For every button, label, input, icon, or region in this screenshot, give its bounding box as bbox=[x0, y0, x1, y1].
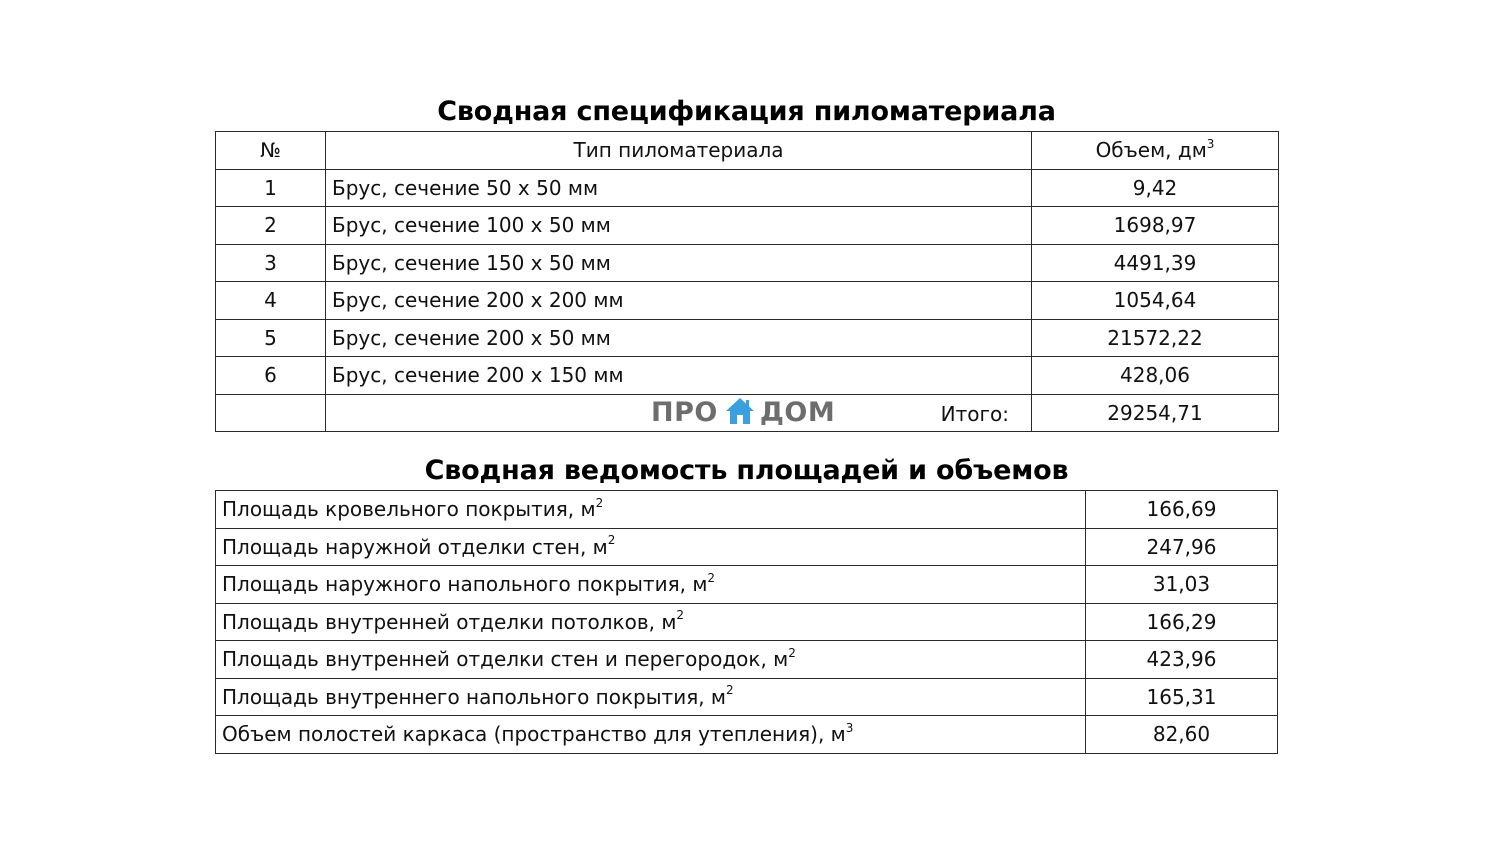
unit-exponent: 2 bbox=[707, 570, 716, 585]
table-header-row bbox=[216, 132, 1279, 170]
row-label: Площадь кровельного покрытия, м bbox=[222, 497, 596, 522]
row-label: Площадь внутренней отделки потолков, м bbox=[222, 609, 677, 634]
row-label: Объем полостей каркаса (пространство для утепления), м bbox=[222, 722, 846, 747]
row-lumber-type: Брус, сечение 100 x 50 мм bbox=[326, 207, 1032, 245]
row-label: Площадь внутренней отделки стен и перегородок, м bbox=[222, 647, 789, 672]
logo-text-right: ДОМ bbox=[759, 397, 836, 428]
row-lumber-type: Брус, сечение 200 x 50 мм bbox=[326, 319, 1032, 357]
unit-exponent: 2 bbox=[595, 495, 604, 510]
row-value: 166,69 bbox=[1086, 491, 1278, 529]
row-value: 31,03 bbox=[1086, 566, 1278, 604]
row-lumber-type: Брус, сечение 200 x 200 мм bbox=[326, 282, 1032, 320]
row-label-cell bbox=[216, 641, 1086, 679]
row-number: 2 bbox=[216, 207, 326, 245]
row-lumber-type: Брус, сечение 200 x 150 мм bbox=[326, 357, 1032, 395]
spec-title: Сводная спецификация пиломатериала bbox=[437, 96, 1056, 127]
row-volume: 21572,22 bbox=[1032, 319, 1279, 357]
areas-volumes-table bbox=[215, 490, 1278, 754]
row-number: 1 bbox=[216, 169, 326, 207]
unit-exponent: 2 bbox=[788, 645, 796, 660]
unit-exponent: 3 bbox=[845, 720, 854, 735]
row-label-cell bbox=[216, 491, 1086, 529]
logo-text-left: ПРО bbox=[651, 397, 718, 428]
table-row bbox=[216, 244, 1279, 282]
table-row bbox=[216, 603, 1278, 641]
row-label-cell bbox=[216, 566, 1086, 604]
total-label-cell bbox=[326, 394, 1032, 432]
row-value: 166,29 bbox=[1086, 603, 1278, 641]
row-number: 6 bbox=[216, 357, 326, 395]
row-value: 165,31 bbox=[1086, 678, 1278, 716]
row-label-cell bbox=[216, 528, 1086, 566]
row-value: 82,60 bbox=[1086, 716, 1278, 754]
row-label-cell bbox=[216, 716, 1086, 754]
header-volume-label: Объем, дм bbox=[1095, 138, 1207, 163]
row-label: Площадь внутреннего напольного покрытия, м bbox=[222, 684, 727, 709]
total-label: Итого: bbox=[940, 401, 1009, 426]
total-row bbox=[216, 394, 1279, 432]
table-row bbox=[216, 491, 1278, 529]
row-label-cell bbox=[216, 678, 1086, 716]
table-row bbox=[216, 566, 1278, 604]
lumber-spec-table bbox=[215, 131, 1279, 432]
table-row bbox=[216, 282, 1279, 320]
row-label-cell bbox=[216, 603, 1086, 641]
table-row bbox=[216, 319, 1279, 357]
header-lumber-type: Тип пиломатериала bbox=[326, 132, 1032, 170]
summary-title: Сводная ведомость площадей и объемов bbox=[424, 455, 1069, 486]
header-volume bbox=[1032, 132, 1279, 170]
row-volume: 428,06 bbox=[1032, 357, 1279, 395]
header-volume-unit-exponent: 3 bbox=[1206, 136, 1215, 151]
house-icon bbox=[724, 396, 756, 430]
table-row bbox=[216, 169, 1279, 207]
row-value: 423,96 bbox=[1086, 641, 1278, 679]
row-number: 4 bbox=[216, 282, 326, 320]
unit-exponent: 2 bbox=[607, 533, 616, 548]
row-label: Площадь наружной отделки стен, м bbox=[222, 534, 608, 559]
row-volume: 1698,97 bbox=[1032, 207, 1279, 245]
table-row bbox=[216, 716, 1278, 754]
unit-exponent: 2 bbox=[676, 608, 685, 623]
table-row bbox=[216, 357, 1279, 395]
row-number: 5 bbox=[216, 319, 326, 357]
table-row bbox=[216, 207, 1279, 245]
row-volume: 4491,39 bbox=[1032, 244, 1279, 282]
total-empty-cell bbox=[216, 394, 326, 432]
row-volume: 9,42 bbox=[1032, 169, 1279, 207]
row-lumber-type: Брус, сечение 150 x 50 мм bbox=[326, 244, 1032, 282]
row-number: 3 bbox=[216, 244, 326, 282]
table-row bbox=[216, 528, 1278, 566]
row-value: 247,96 bbox=[1086, 528, 1278, 566]
total-value: 29254,71 bbox=[1032, 394, 1279, 432]
header-number: № bbox=[216, 132, 326, 170]
prodom-logo bbox=[651, 396, 835, 430]
row-label: Площадь наружного напольного покрытия, м bbox=[222, 572, 708, 597]
row-volume: 1054,64 bbox=[1032, 282, 1279, 320]
table-row bbox=[216, 678, 1278, 716]
unit-exponent: 2 bbox=[726, 683, 734, 698]
row-lumber-type: Брус, сечение 50 x 50 мм bbox=[326, 169, 1032, 207]
table-row bbox=[216, 641, 1278, 679]
